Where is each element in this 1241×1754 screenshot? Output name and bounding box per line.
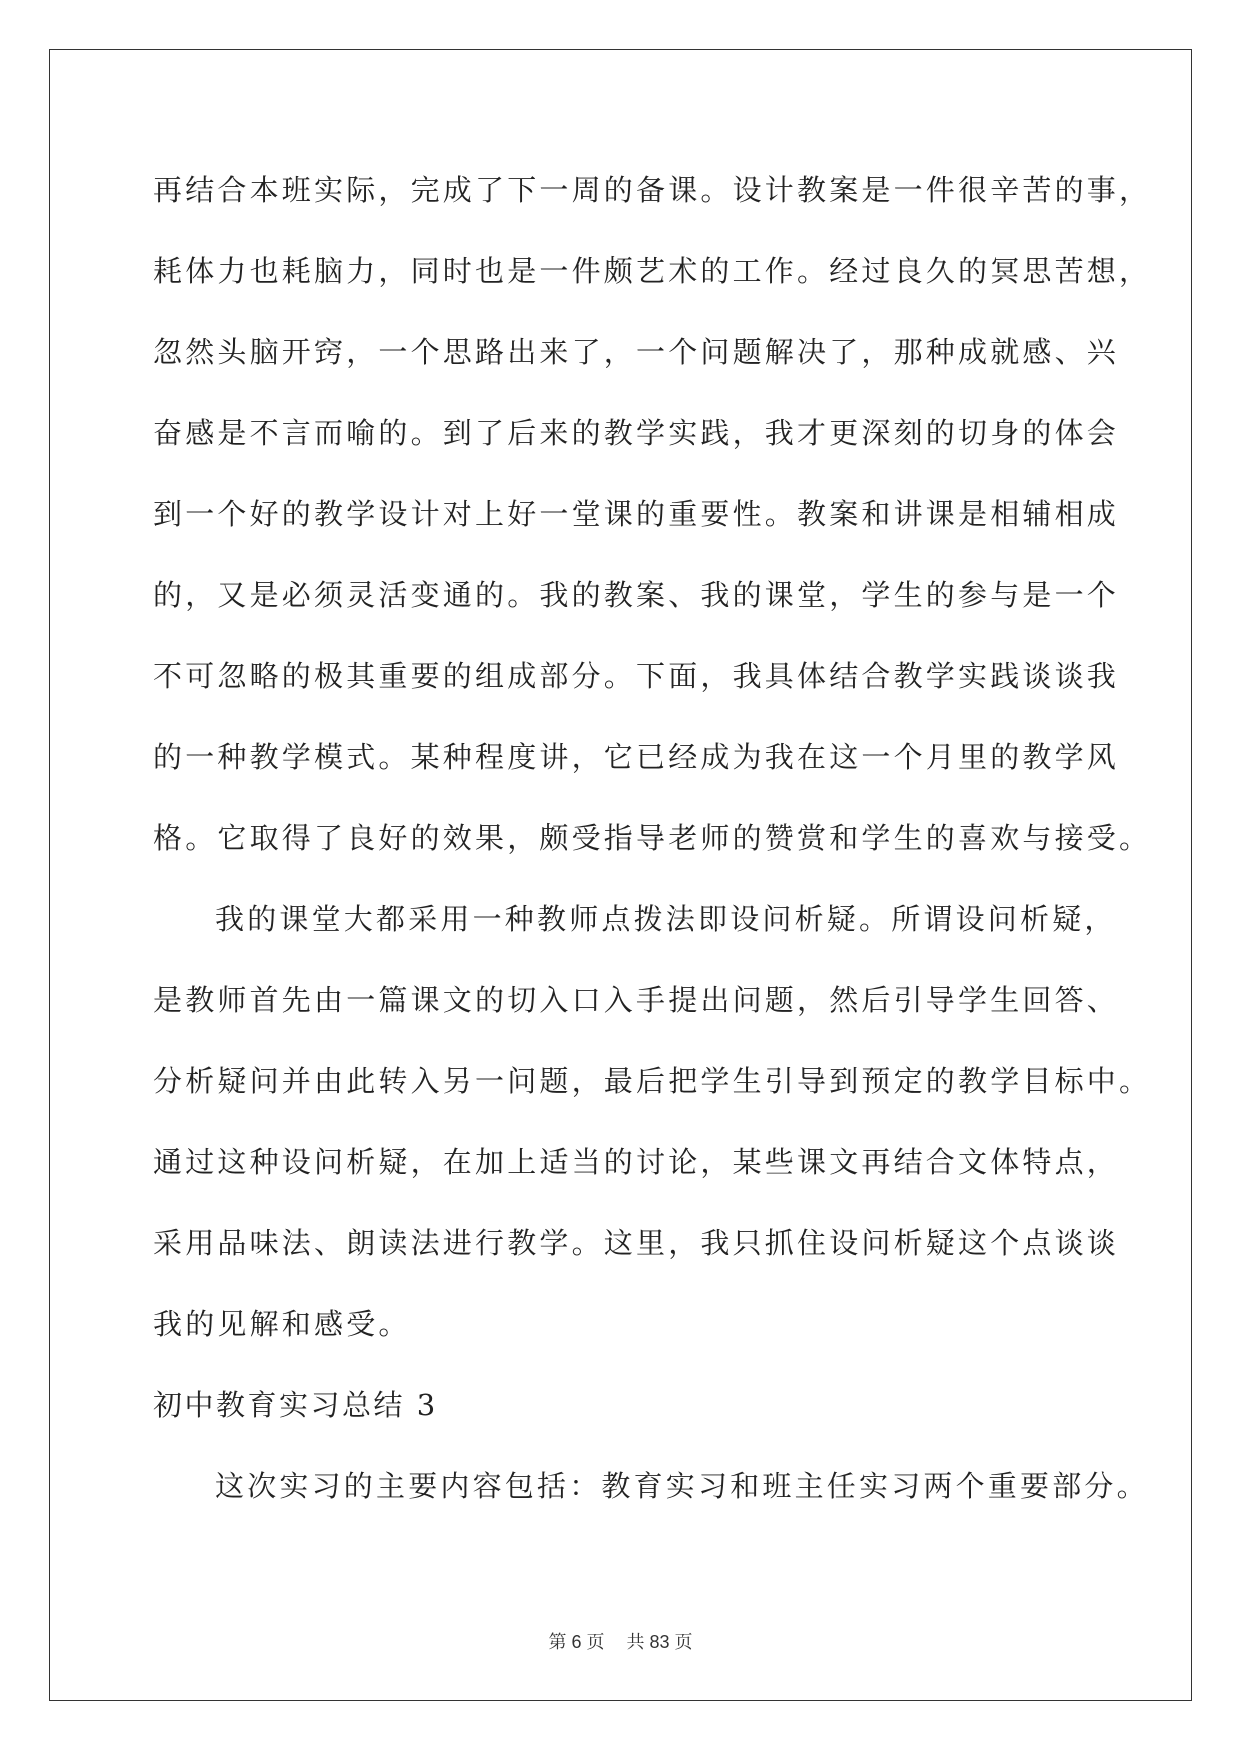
text-line: 耗体力也耗脑力，同时也是一件颇艺术的工作。经过良久的冥思苦想， xyxy=(153,254,1152,288)
text-line: 的，又是必须灵活变通的。我的教案、我的课堂，学生的参与是一个 xyxy=(153,578,1120,612)
page-footer xyxy=(0,1628,1241,1654)
text-line: 分析疑问并由此转入另一问题，最后把学生引导到预定的教学目标中。 xyxy=(153,1064,1152,1098)
text-line: 格。它取得了良好的效果，颇受指导老师的赞赏和学生的喜欢与接受。 xyxy=(153,821,1152,855)
text-line: 是教师首先由一篇课文的切入口入手提出问题，然后引导学生回答、 xyxy=(153,983,1120,1017)
text-line: 再结合本班实际，完成了下一周的备课。设计教案是一件很辛苦的事， xyxy=(153,173,1152,207)
text-line: 奋感是不言而喻的。到了后来的教学实践，我才更深刻的切身的体会 xyxy=(153,416,1120,450)
current-page-label: 第 6 页 xyxy=(548,1632,605,1652)
total-pages-label: 共 83 页 xyxy=(626,1632,693,1652)
text-line: 忽然头脑开窍，一个思路出来了，一个问题解决了，那种成就感、兴 xyxy=(153,335,1120,369)
document-body xyxy=(153,150,1152,1527)
text-line: 不可忽略的极其重要的组成部分。下面，我具体结合教学实践谈谈我 xyxy=(153,659,1120,693)
text-line: 采用品味法、朗读法进行教学。这里，我只抓住设问析疑这个点谈谈 xyxy=(153,1226,1120,1260)
text-line: 的一种教学模式。某种程度讲，它已经成为我在这一个月里的教学风 xyxy=(153,740,1120,774)
text-line: 到一个好的教学设计对上好一堂课的重要性。教案和讲课是相辅相成 xyxy=(153,497,1120,531)
text-line: 我的课堂大都采用一种教师点拨法即设问析疑。所谓设问析疑， xyxy=(215,902,1117,936)
text-line: 通过这种设问析疑，在加上适当的讨论，某些课文再结合文体特点， xyxy=(153,1145,1120,1179)
section-heading: 初中教育实习总结 3 xyxy=(153,1388,438,1422)
text-line: 我的见解和感受。 xyxy=(153,1307,411,1341)
text-line: 这次实习的主要内容包括：教育实习和班主任实习两个重要部分。 xyxy=(215,1469,1149,1503)
